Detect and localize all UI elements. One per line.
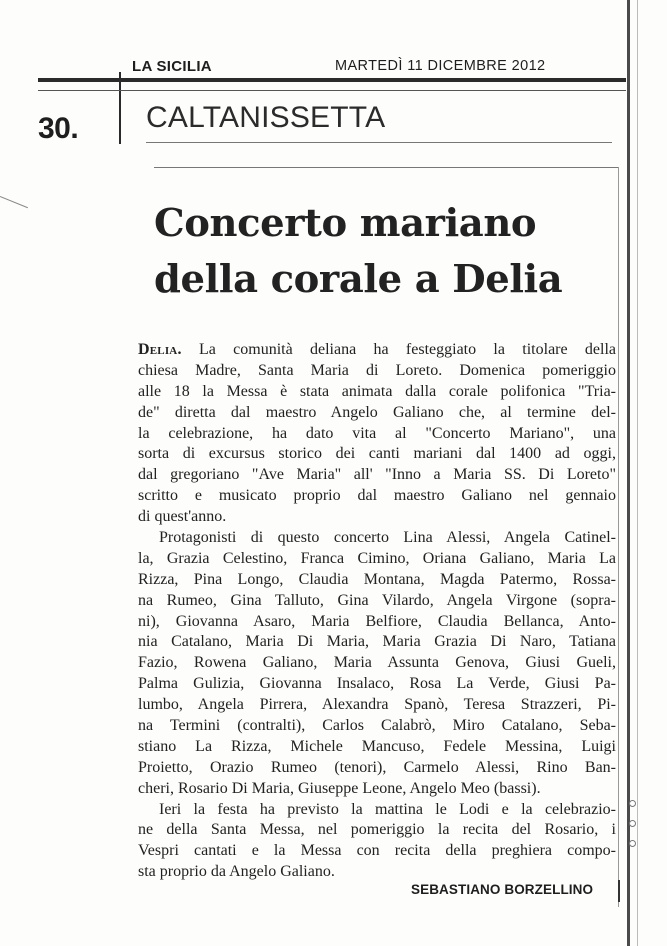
margin-dot [629, 800, 636, 807]
article-line-text: Protagonisti di questo concerto Lina Alessi, Angela Catinel- [159, 529, 616, 547]
article-line [138, 612, 616, 633]
article-line-text: ni), Giovanna Asaro, Maria Belfiore, Claudia Bellanca, Anto- [138, 612, 616, 630]
article-line [138, 403, 616, 424]
page-number: 30. [38, 112, 79, 145]
article-line-text: Ieri la festa ha previsto la mattina le Lodi e la celebrazio- [159, 800, 616, 818]
article-line-text: di quest'anno. [138, 508, 227, 526]
byline-rule [618, 880, 620, 902]
article-line [138, 424, 616, 445]
article-line [138, 570, 616, 591]
article-line-text: la celebrazione, ha dato vita al "Concerto Mariano", una [138, 424, 616, 442]
article-line-text: ne della Santa Messa, nel pomeriggio la recita del Rosario, i [138, 821, 616, 839]
article-line-text: de" diretta dal maestro Angelo Galiano che, al termine del- [138, 403, 616, 421]
article-line-text: Palma Gulizia, Giovanna Insalaco, Rosa La Verde, Giusi Pa- [138, 675, 616, 693]
scan-edge-line-secondary [637, 0, 638, 946]
article-line-text: Proietto, Orazio Rumeo (tenori), Carmelo Alessi, Rino Ban- [138, 758, 616, 776]
article-body [138, 340, 616, 883]
article-line-text: chiesa Madre, Santa Maria di Loreto. Domenica pomeriggio [138, 361, 616, 379]
article-line [138, 549, 616, 570]
article-line [138, 591, 616, 612]
article-line [138, 779, 616, 800]
article-line [138, 800, 616, 821]
article-line [138, 862, 616, 883]
header-rule-thin [38, 90, 626, 91]
article-line-text: lumbo, Angela Pirrera, Alexandra Spanò, Teresa Strazzeri, Pi- [138, 696, 616, 714]
article-line-text: na Rumeo, Gina Talluto, Gina Vilardo, Angela Virgone (sopra- [138, 591, 616, 609]
margin-dot [629, 840, 636, 847]
article-line-text: la, Grazia Celestino, Franca Cimino, Oriana Galiano, Maria La [138, 549, 616, 567]
article-line-text: nia Catalano, Maria Di Maria, Maria Grazia Di Naro, Tatiana [138, 633, 616, 651]
article-line [138, 695, 616, 716]
article-line [138, 340, 616, 361]
article-top-rule [154, 167, 618, 168]
article-headline [154, 196, 624, 308]
header-rule [38, 78, 626, 82]
article-line [138, 486, 616, 507]
article-line [138, 674, 616, 695]
article-line [138, 361, 616, 382]
article-line-text: La comunità deliana ha festeggiato la titolare della [181, 341, 616, 358]
newspaper-name: LA SICILIA [132, 58, 212, 75]
article-line [138, 820, 616, 841]
article-line-text: stiano La Rizza, Michele Mancuso, Fedele Messina, Luigi [138, 737, 616, 755]
article-line [138, 716, 616, 737]
article-line [138, 632, 616, 653]
article-line [138, 737, 616, 758]
margin-mark [0, 196, 28, 208]
article-line [138, 653, 616, 674]
section-title: CALTANISSETTA [146, 101, 386, 134]
headline-line: Concerto mariano [154, 201, 537, 246]
article-line [138, 382, 616, 403]
article-line-text: Rizza, Pina Longo, Claudia Montana, Magda Patermo, Rossa- [138, 570, 616, 588]
article-line-text: alle 18 la Messa è stata animata dalla corale polifonica "Tria- [138, 382, 616, 400]
article-line [138, 841, 616, 862]
article-line [138, 507, 616, 528]
section-rule [146, 142, 612, 143]
margin-dot [629, 820, 636, 827]
article-line-text: Fazio, Rowena Galiano, Maria Assunta Genova, Giusi Gueli, [138, 654, 616, 672]
article-line-text: sta proprio da Angelo Galiano. [138, 863, 335, 881]
article-line-text: cheri, Rosario Di Maria, Giuseppe Leone, Angelo Meo (bassi). [138, 779, 541, 797]
article-line-text: scritto e musicato proprio dal maestro Galiano nel gennaio [138, 487, 616, 505]
article-dateline: Delia. [138, 341, 182, 358]
header-divider [119, 72, 121, 144]
article-byline: SEBASTIANO BORZELLINO [411, 882, 594, 897]
article-line [138, 465, 616, 486]
article-line-text: Vespri cantati e la Messa con recita della preghiera compo- [138, 842, 616, 860]
article-line-text: sorta di excursus storico dei canti mariani dal 1400 ad oggi, [138, 445, 616, 463]
article-line-text: dal gregoriano "Ave Maria" all' "Inno a Maria SS. Di Loreto" [138, 466, 616, 484]
issue-date: MARTEDÌ 11 DICEMBRE 2012 [335, 58, 546, 74]
headline-line: della corale a Delia [154, 257, 563, 302]
article-line [138, 444, 616, 465]
article-line [138, 758, 616, 779]
article-line [138, 528, 616, 549]
article-line-text: na Termini (contralti), Carlos Calabrò, Miro Catalano, Seba- [138, 717, 616, 735]
